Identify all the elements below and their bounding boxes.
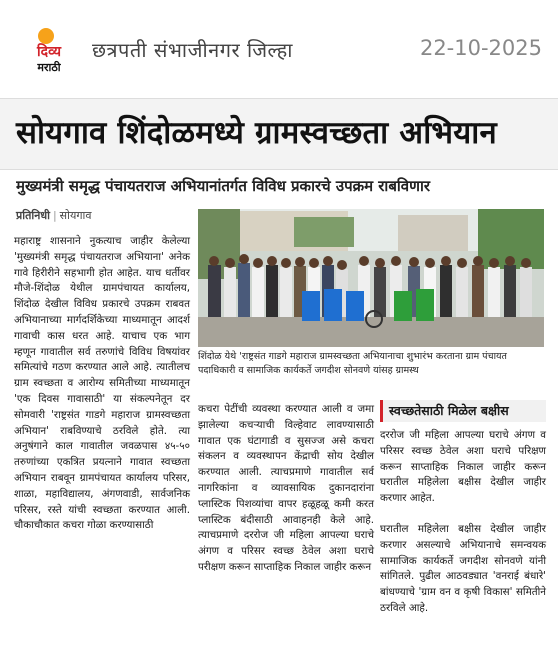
publication-date: 22-10-2025 [419,36,542,60]
district-name: छत्रपती संभाजीनगर जिल्हा [92,38,293,62]
logo-line1: दिव्य [37,44,61,60]
headline-band [0,98,558,170]
headline: सोयगाव शिंदोळमध्ये ग्रामस्वच्छता अभियान [16,115,497,151]
photo-caption: शिंदोळ येथे 'राष्ट्रसंत गाडगे महाराज ग्रामस्वच्छता अभियानाचा शुभारंभ करताना ग्राम पंचायत पदाधिकारी व सामाजिक कार्यकर्ते जगदीश सोनवणे यांसह ग्रामस्थ [198,351,507,376]
news-photo [198,209,544,347]
masthead [0,0,558,92]
logo-line2: मराठी [37,61,61,74]
byline-place: सोयगाव [59,209,92,222]
article-column-middle: कचरा पेटींची व्यवस्था करण्यात आली व जमा झालेल्या कचऱ्याची विल्हेवाट लावण्यासाठी गावात एक घंटागाडी व सुसज्ज असे कचरा संकलन व व्यवस्थापन केंद्राची सोय देखील करण्यात आली. त्याचप्रमाणे गावातील सर्व नागरिकांना व व्यावसायिक दुकानदारांना प्लास्टिक पिशव्यांचा वापर हळूहळू कमी करत प्लास्टिक बंदीसाठी आवाहनही केले आहे. त्याचप्रमाणे दररोज जी महिला आपल्या घराचे अंगण व परिसर स्वच्छ ठेवेल अशा घराचे परीक्षण करून साप्ताहिक निकाल जाहीर करून [198,403,374,573]
byline: प्रतिनिधी | सोयगाव [16,209,92,222]
article-column-right-top: दररोज जी महिला आपल्या घराचे अंगण व परिसर स्वच्छ ठेवेल अशा घराचे परिक्षण करून साप्ताहिक निकाल जाहीर करून घरातील महिलेला बक्षीस देखील जाहीर करणार आहेत. [380,429,546,505]
subheadline: मुख्यमंत्री समृद्ध पंचायतराज अभियानांतर्गत विविध प्रकारचे उपक्रम राबविणार [16,177,430,195]
article-column-right-bottom: घरातील महिलेला बक्षीस देखील जाहीर करणार असल्याचे अभियानाचे समन्वयक सामाजिक कार्यकर्ते जगदीश सोनवणे यांनी सांगितले. पुढील आठवड्यात 'वनराई बंधारे' बांधण्याचे 'ग्राम वन व कृषी विकास' समितीने ठरविले आहे. [380,523,546,614]
byline-author: प्रतिनिधी [16,209,50,222]
divya-marathi-logo [22,28,76,76]
article-column-left: महाराष्ट्र शासनाने नुकत्याच जाहीर केलेल्या 'मुख्यमंत्री समृद्ध पंचायतराज अभियाना' अनेक गावे हिरीरीने सहभागी होत आहेत. याच धर्तीवर मौजे-शिंदोळ येथील ग्रामपंचायत कार्यालय, शिंदोळ देखील विविध प्रकारचे उपक्रम राबवत अभियानाच्या मार्गदर्शिकेच्या माध्यमातून आदर्श गावाची कास धरत आहे. याचाच एक भाग म्हणून गावातील सर्व तरुणांचे विविध विषयांवर समित्यांचे गठण करण्यात आले आहे. त्यातीलच ग्राम स्वच्छता व आरोग्य समितीच्या माध्यमातून 'एक दिवस गावासाठी' या संकल्पनेतून दर सोमवारी 'राष्ट्रसंत गाडगे महाराज ग्रामस्वच्छता अभियान' राबविण्याचे ठरविले होते. त्या अनुषंगाने काल गावातील जवळपास ४५-५० तरुणांच्या एकत्रित प्रयत्नाने गावात स्वच्छता अभियान राबवून ग्रामपंचायत कार्यालय परिसर, शाळा, महाविद्यालय, अंगणवाडी, सार्वजनिक परिसर, रस्ते यांची स्वच्छता करण्यात आली. चौकाचौकात कचरा गोळा करण्यासाठी [14,235,190,532]
box-heading: स्वच्छतेसाठी मिळेल बक्षीस [380,400,546,422]
